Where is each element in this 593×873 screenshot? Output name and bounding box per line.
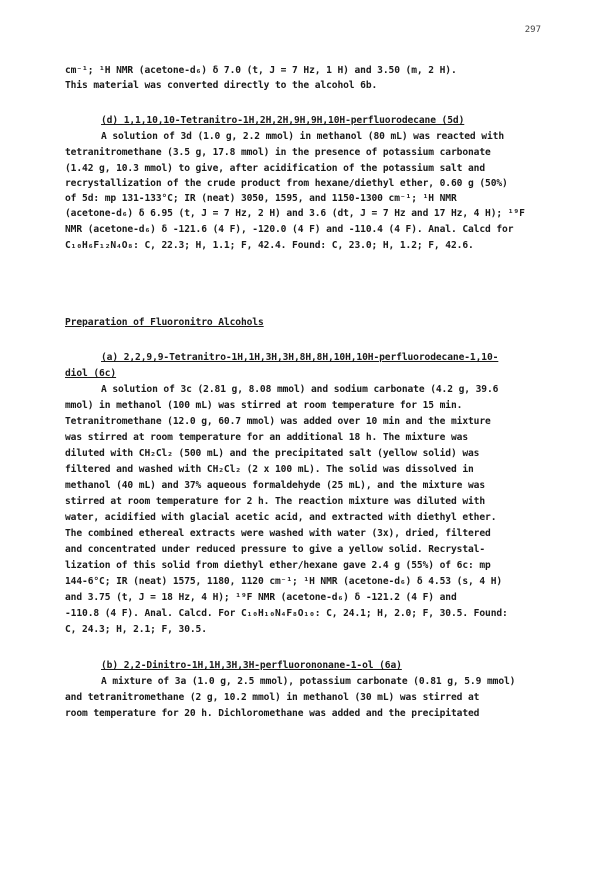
- section-d-line-4: recrystallization of the crude product from hexane/diethyl ether, 0.60 g (50%): [65, 178, 508, 189]
- section-a-line-10: The combined ethereal extracts were washed with water (3x), dried, filtered: [65, 528, 491, 539]
- section-a-line-1: A solution of 3c (2.81 g, 8.08 mmol) and sodium carbonate (4.2 g, 39.6: [101, 384, 499, 395]
- section-a-line-12: lization of this solid from diethyl ether/hexane gave 2.4 g (55%) of 6c: mp: [65, 560, 491, 571]
- section-a-line-5: diluted with CH₂Cl₂ (500 mL) and the precipitated salt (yellow solid) was: [65, 448, 480, 459]
- section-d-line-7: NMR (acetone-d₆) δ -121.6 (4 F), -120.0 (4 F) and -110.4 (4 F). Anal. Calcd for: [65, 224, 514, 235]
- carryover-line-1: cm⁻¹; ¹H NMR (acetone-d₆) δ 7.0 (t, J = 7 Hz, 1 H) and 3.50 (m, 2 H).: [65, 65, 457, 76]
- section-d-line-5: of 5d: mp 131-133°C; IR (neat) 3050, 1595, and 1150-1300 cm⁻¹; ¹H NMR: [65, 193, 457, 204]
- section-a-line-3: Tetranitromethane (12.0 g, 60.7 mmol) was added over 10 min and the mixture: [65, 416, 491, 427]
- section-b-line-3: room temperature for 20 h. Dichloromethane was added and the precipitated: [65, 708, 480, 719]
- page-number: 297: [524, 25, 541, 35]
- section-a-line-11: and concentrated under reduced pressure to give a yellow solid. Recrystal-: [65, 544, 486, 555]
- section-d-line-3: (1.42 g, 10.3 mmol) to give, after acidification of the potassium salt and: [65, 163, 486, 174]
- carryover-line-2: This material was converted directly to the alcohol 6b.: [65, 80, 378, 91]
- section-d-heading: (d) 1,1,10,10-Tetranitro-1H,2H,2H,9H,9H,10H-perfluorodecane (5d): [101, 115, 465, 126]
- section-a-line-2: mmol) in methanol (100 mL) was stirred at room temperature for 15 min.: [65, 400, 463, 411]
- section-a-line-4: was stirred at room temperature for an additional 18 h. The mixture was: [65, 432, 468, 443]
- section-a-line-15: -110.8 (4 F). Anal. Calcd. For C₁₀H₁₀N₄F₈O₁₀: C, 24.1; H, 2.0; F, 30.5. Found:: [65, 608, 508, 619]
- section-d-line-6: (acetone-d₆) δ 6.95 (t, J = 7 Hz, 2 H) and 3.6 (dt, J = 7 Hz and 17 Hz, 4 H); ¹⁹F: [65, 208, 525, 219]
- prep-heading: Preparation of Fluoronitro Alcohols: [65, 317, 264, 328]
- section-d-line-2: tetranitromethane (3.5 g, 17.8 mmol) in the presence of potassium carbonate: [65, 147, 491, 158]
- section-b-line-1: A mixture of 3a (1.0 g, 2.5 mmol), potassium carbonate (0.81 g, 5.9 mmol): [101, 676, 516, 687]
- section-a-heading-2: diol (6c): [65, 368, 117, 379]
- section-a-line-14: and 3.75 (t, J = 18 Hz, 4 H); ¹⁹F NMR (acetone-d₆) δ -121.2 (4 F) and: [65, 592, 457, 603]
- section-b-heading: (b) 2,2-Dinitro-1H,1H,3H,3H-perfluorononane-1-ol (6a): [101, 660, 402, 671]
- section-a-line-9: water, acidified with glacial acetic acid, and extracted with diethyl ether.: [65, 512, 497, 523]
- section-a-line-13: 144-6°C; IR (neat) 1575, 1180, 1120 cm⁻¹; ¹H NMR (acetone-d₆) δ 4.53 (s, 4 H): [65, 576, 503, 587]
- section-a-line-16: C, 24.3; H, 2.1; F, 30.5.: [65, 624, 207, 635]
- section-b-line-2: and tetranitromethane (2 g, 10.2 mmol) in methanol (30 mL) was stirred at: [65, 692, 480, 703]
- section-d-line-8: C₁₀H₆F₁₂N₄O₈: C, 22.3; H, 1.1; F, 42.4. Found: C, 23.0; H, 1.2; F, 42.6.: [65, 240, 474, 251]
- section-a-heading-1: (a) 2,2,9,9-Tetranitro-1H,1H,3H,3H,8H,8H,10H,10H-perfluorodecane-1,10-: [101, 352, 499, 363]
- section-a-line-8: stirred at room temperature for 2 h. The reaction mixture was diluted with: [65, 496, 486, 507]
- section-a-line-6: filtered and washed with CH₂Cl₂ (2 x 100 mL). The solid was dissolved in: [65, 464, 474, 475]
- section-d-line-1: A solution of 3d (1.0 g, 2.2 mmol) in methanol (80 mL) was reacted with: [101, 131, 504, 142]
- section-a-line-7: methanol (40 mL) and 37% aqueous formaldehyde (25 mL), and the mixture was: [65, 480, 486, 491]
